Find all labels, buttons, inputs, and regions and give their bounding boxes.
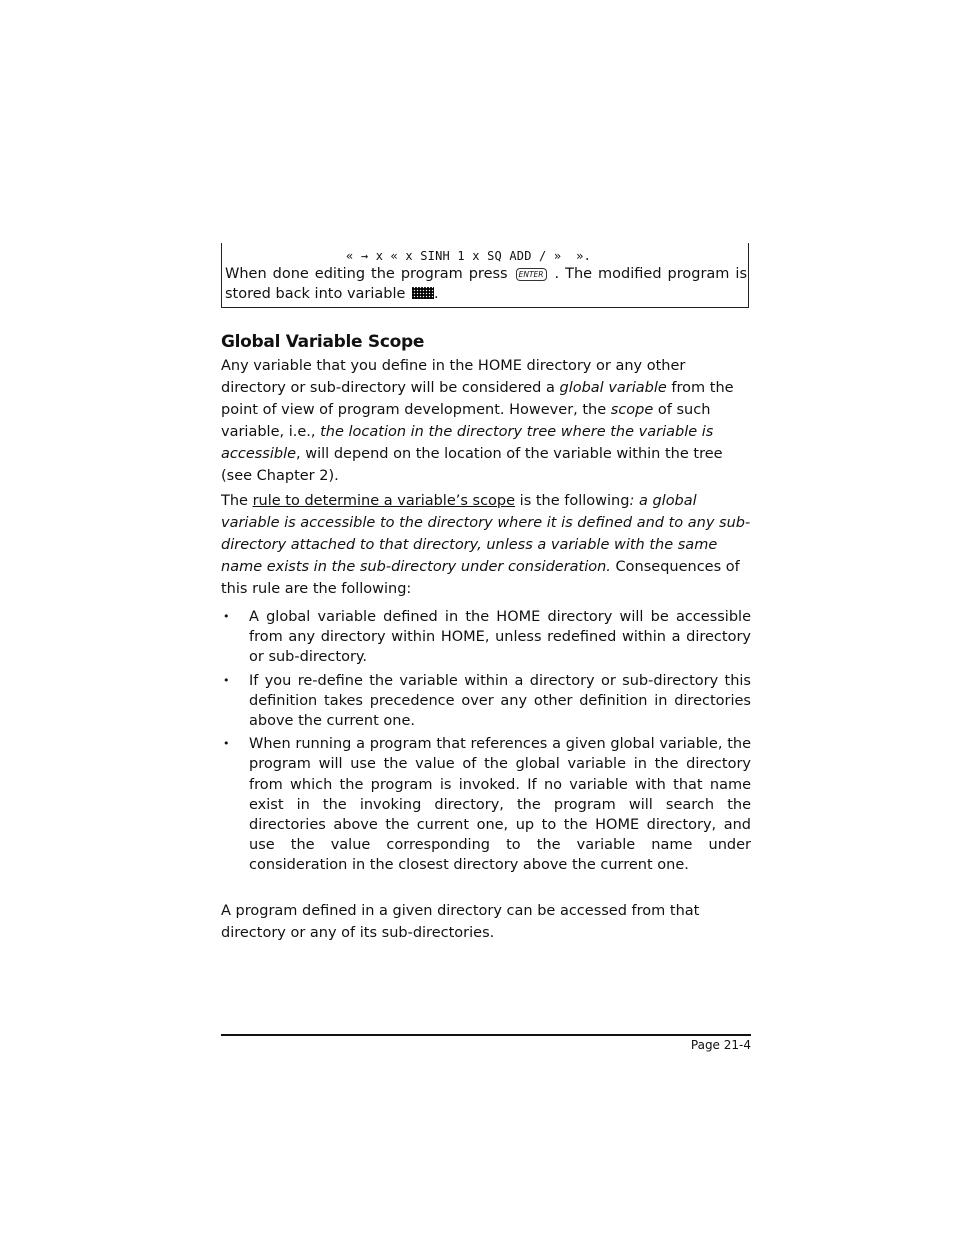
- footer-divider: [221, 1034, 751, 1036]
- p1-em-3: the location in the directory tree where the variable is accessible: [221, 424, 714, 462]
- list-item-text: A global variable defined in the HOME directory will be accessible from any directory within HOME, unless redefined within a directory or sub-directory.: [249, 609, 751, 666]
- section-title: Global Variable Scope: [221, 332, 425, 352]
- enter-key-icon: ENTER: [516, 268, 547, 281]
- page-number: Page 21-4: [690, 1038, 751, 1052]
- list-item: [221, 734, 751, 875]
- list-item-text: When running a program that references a given global variable, the program will use the value of the global variable in the directory from which the program is invoked. If no variable with that name exist in the invoking directory, the program will search the directories above the current one, up to the HOME directory, and use the value corresponding to the variable name under consideration in the closest directory above the current one.: [249, 736, 751, 874]
- box-text-3: .: [434, 285, 439, 302]
- box-text-2: . The modified program is stored back into variable: [225, 266, 747, 302]
- bullet-icon: •: [223, 737, 230, 751]
- p1-em-1: global variable: [559, 380, 667, 396]
- bullet-icon: •: [223, 673, 230, 687]
- p1-em-2: scope: [610, 402, 654, 418]
- program-code: « → x « x SINH 1 x SQ ADD / » ».: [346, 249, 592, 263]
- consequences-list: [221, 607, 751, 879]
- box-text-1: When done editing the program press: [225, 266, 514, 282]
- list-item: [221, 671, 751, 732]
- list-item-text: If you re-define the variable within a directory or sub-directory this definition takes precedence over any other definition in directories above the current one.: [249, 672, 751, 730]
- paragraph-scope-rule: [221, 490, 751, 600]
- p1-text-2: from the point of view of program development. However, the: [221, 380, 734, 418]
- p2-text-3: Consequences of this rule are the following:: [221, 559, 740, 597]
- program-box: [221, 243, 749, 308]
- paragraph-program-access: A program defined in a given directory can be accessed from that directory or any of its sub-directories.: [221, 903, 700, 941]
- p2-text-1: The: [221, 493, 253, 509]
- box-text: [225, 265, 747, 304]
- p2-em-1: : a global variable is accessible to the directory where it is defined and to any sub-directory attached to that directory, unless a variable with the same name exists in the sub-directory under consideration.: [221, 493, 751, 575]
- paragraph-scope-intro: [221, 355, 751, 487]
- variable-softkey-icon: [412, 287, 434, 299]
- p2-text-2: is the following: [515, 493, 630, 509]
- p2-underlined: rule to determine a variable’s scope: [252, 493, 516, 509]
- bullet-icon: •: [223, 610, 230, 623]
- p1-text-3: of such variable, i.e.,: [221, 402, 711, 440]
- p1-text-1: Any variable that you define in the HOME directory or any other directory or sub-directory will be considered a: [221, 358, 686, 396]
- p1-text-4: , will depend on the location of the variable within the tree (see Chapter 2).: [221, 446, 723, 484]
- list-item: [221, 607, 751, 668]
